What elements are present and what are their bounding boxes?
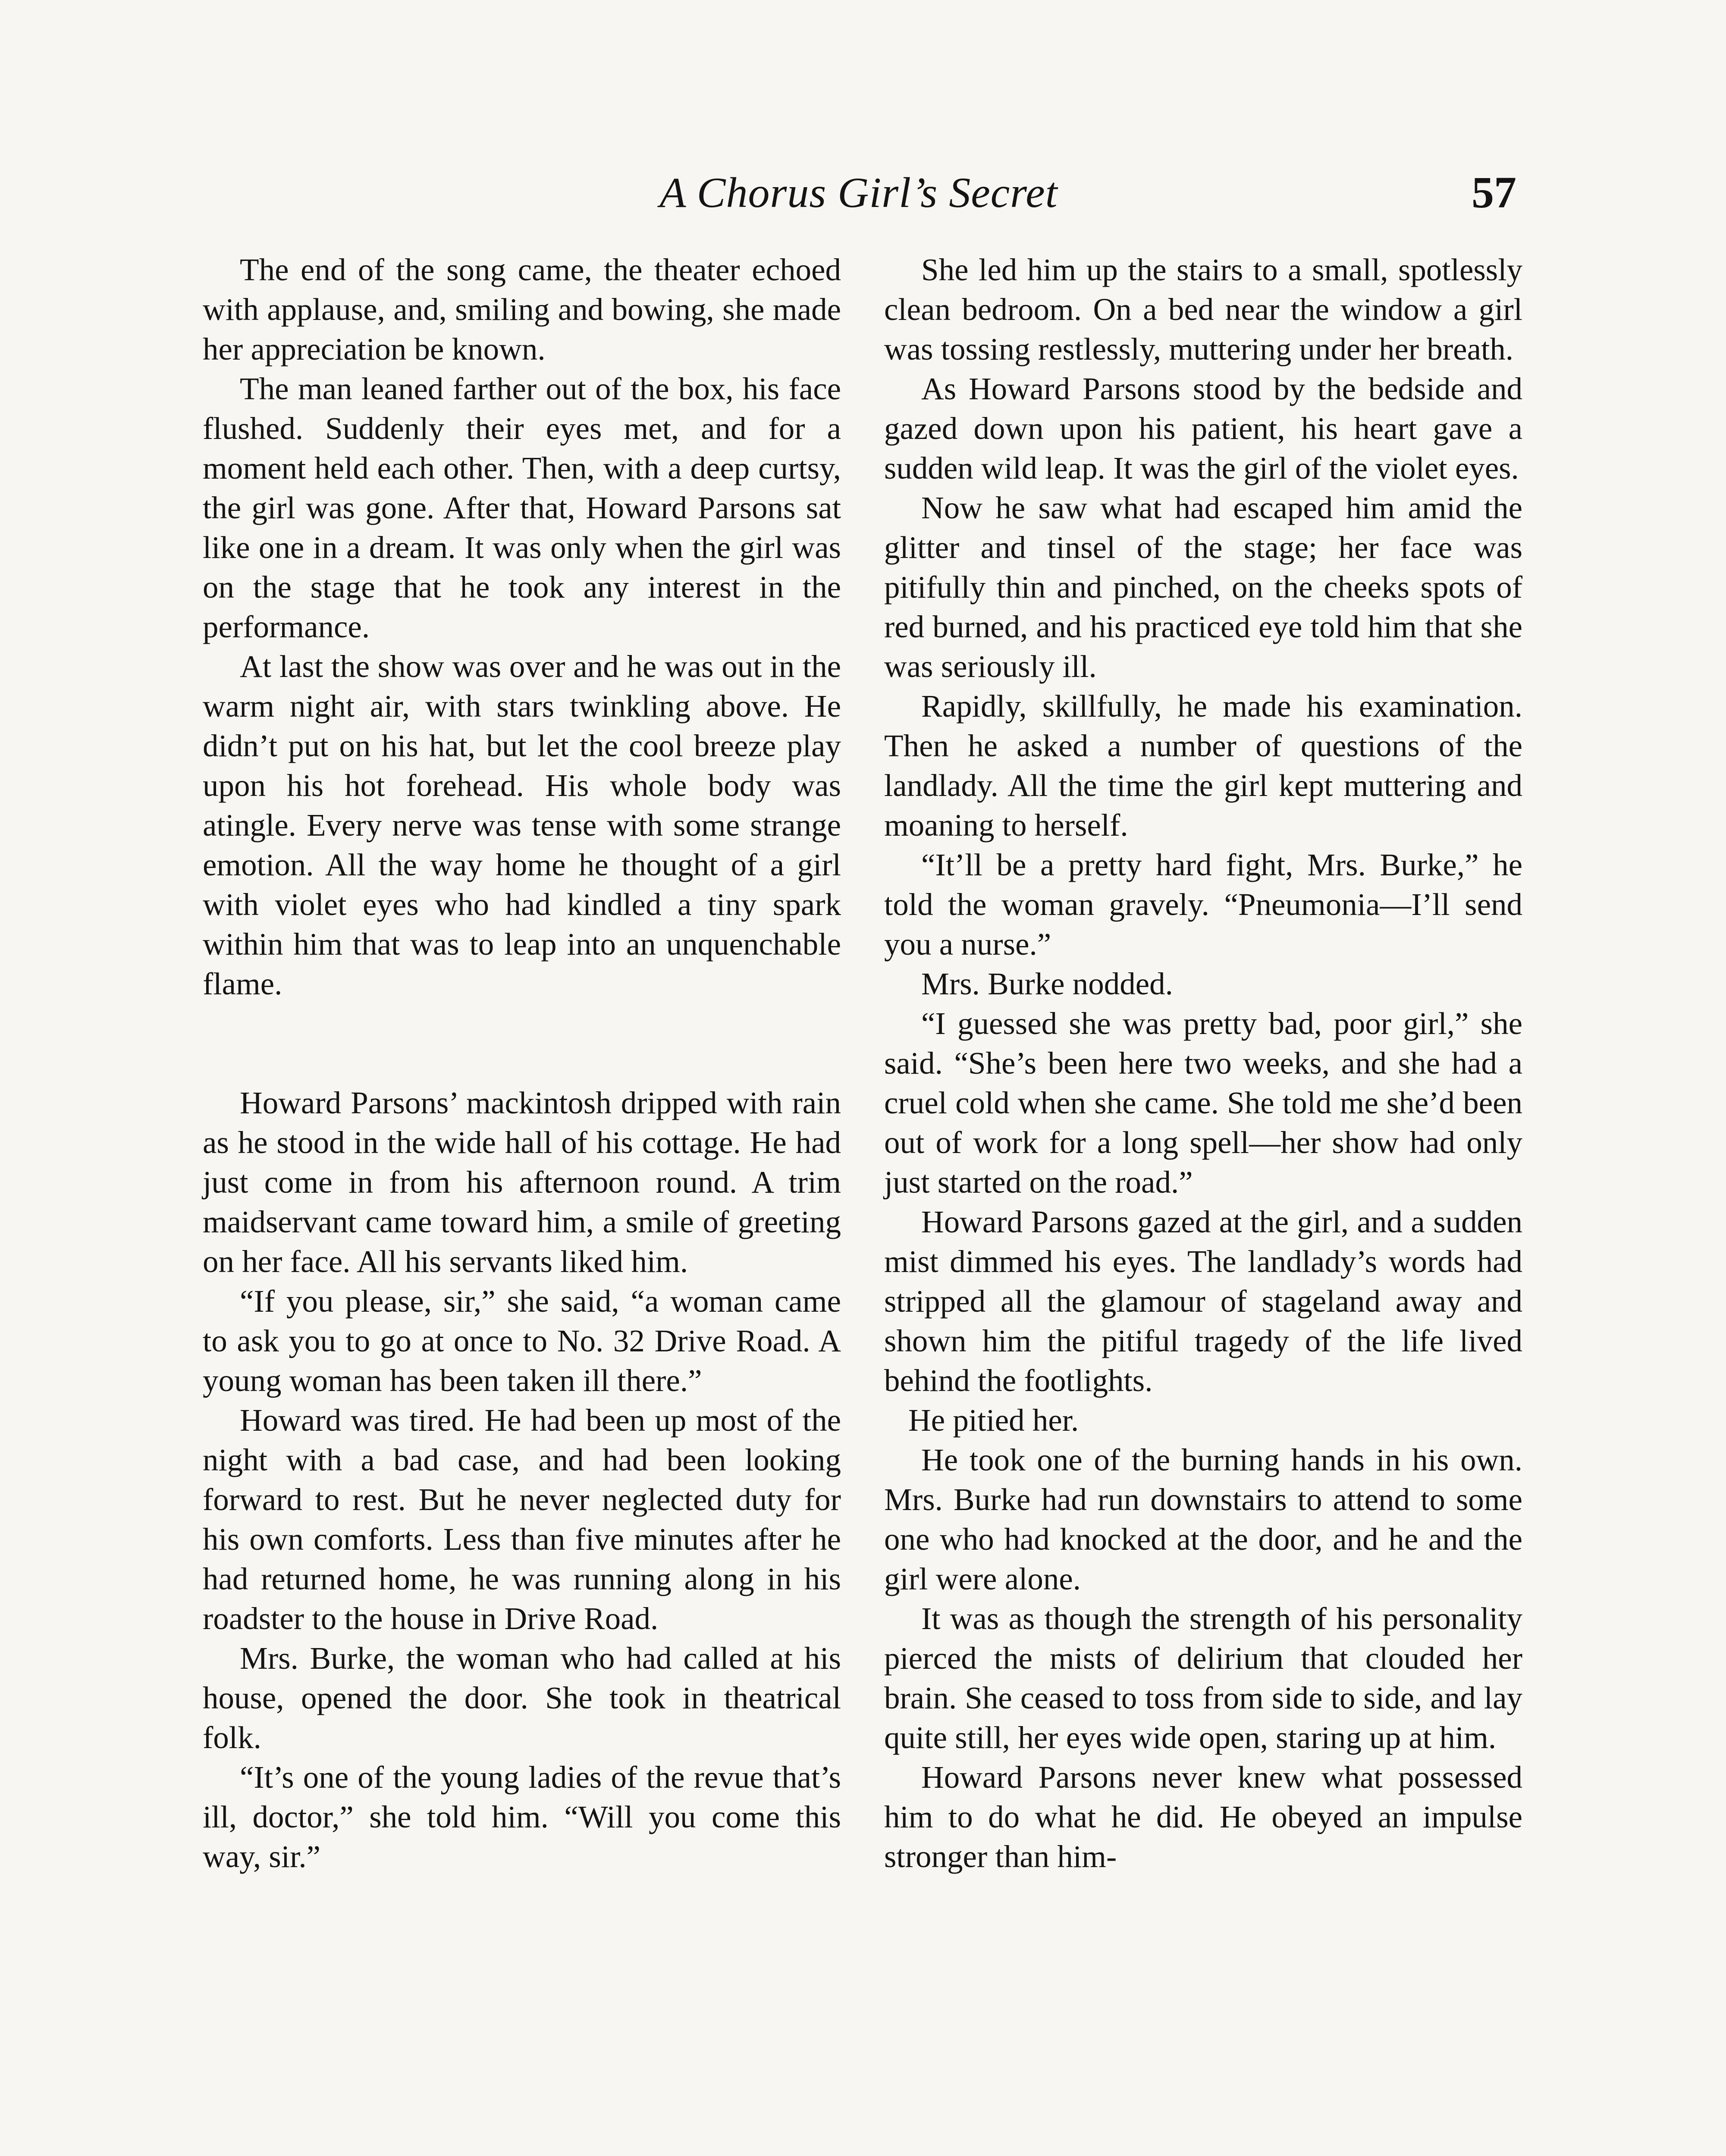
paragraph: Howard Parsons gazed at the girl, and a sudden mist dimmed his eyes. The landlady’s words had stripped all the glamour of stageland away and shown him the pitiful tragedy of the life lived behind the footlights. (884, 1204, 1522, 1398)
running-title: A Chorus Girl’s Secret (659, 169, 1058, 216)
paragraph: “It’s one of the young ladies of the revue that’s ill, doctor,” she told him. “Will you come this way, sir.” (203, 1760, 841, 1874)
paragraph: Mrs. Burke, the woman who had called at his house, opened the door. She took in theatrical folk. (203, 1641, 841, 1755)
paragraph: Now he saw what had escaped him amid the glitter and tinsel of the stage; her face was pitifully thin and pinched, on the cheeks spots of red burned, and his practiced eye told him that she was seriously ill. (884, 490, 1522, 684)
paragraph: He pitied her. (908, 1403, 1079, 1438)
paragraph: Mrs. Burke nodded. (921, 966, 1173, 1001)
left-column (203, 250, 841, 1877)
paragraph: “It’ll be a pretty hard fight, Mrs. Burke,” he told the woman gravely. “Pneumonia—I’ll send you a nurse.” (884, 847, 1522, 962)
right-column (884, 250, 1522, 1877)
running-head (201, 160, 1516, 225)
paragraph: Rapidly, skillfully, he made his examination. Then he asked a number of questions of the landlady. All the time the girl kept muttering and moaning to herself. (884, 689, 1522, 843)
paragraph: Howard Parsons’ mackintosh dripped with rain as he stood in the wide hall of his cottage. He had just come in from his afternoon round. A trim maidservant came toward him, a smile of greeting on her face. All his servants liked him. (203, 1085, 841, 1279)
paragraph: As Howard Parsons stood by the bedside and gazed down upon his patient, his heart gave a sudden wild leap. It was the girl of the violet eyes. (884, 371, 1522, 486)
paragraph: He took one of the burning hands in his own. Mrs. Burke had run downstairs to attend to some one who had knocked at the door, and he and the girl were alone. (884, 1442, 1522, 1596)
page-number: 57 (1472, 168, 1516, 217)
paragraph: It was as though the strength of his personality pierced the mists of delirium that clouded her brain. She ceased to toss from side to side, and lay quite still, her eyes wide open, staring up at him. (884, 1601, 1522, 1755)
paragraph: The end of the song came, the theater echoed with applause, and, smiling and bowing, she made her appreciation be known. (203, 252, 841, 367)
paragraph: The man leaned farther out of the box, his face flushed. Suddenly their eyes met, and for a moment held each other. Then, with a deep curtsy, the girl was gone. After that, Howard Parsons sat like one in a dream. It was only when the girl was on the stage that he took any interest in the performance. (203, 371, 841, 644)
paragraph: Howard was tired. He had been up most of the night with a bad case, and had been looking forward to rest. But he never neglected duty for his own comforts. Less than five minutes after he had returned home, he was running along in his roadster to the house in Drive Road. (203, 1403, 841, 1636)
paragraph: “I guessed she was pretty bad, poor girl,” she said. “She’s been here two weeks, and she had a cruel cold when she came. She told me she’d been out of work for a long spell—her show had only just started on the road.” (884, 1006, 1522, 1200)
paragraph: Howard Parsons never knew what possessed him to do what he did. He obeyed an impulse stronger than him- (884, 1760, 1522, 1874)
paragraph: At last the show was over and he was out in the warm night air, with stars twinkling above. He didn’t put on his hat, but let the cool breeze play upon his hot forehead. His whole body was atingle. Every nerve was tense with some strange emotion. All the way home he thought of a girl with violet eyes who had kindled a tiny spark within him that was to leap into an unquenchable flame. (203, 649, 841, 1001)
paragraph: She led him up the stairs to a small, spotlessly clean bedroom. On a bed near the window a girl was tossing restlessly, muttering under her breath. (884, 252, 1522, 367)
paragraph: “If you please, sir,” she said, “a woman came to ask you to go at once to No. 32 Drive Road. A young woman has been taken ill there.” (203, 1284, 841, 1398)
